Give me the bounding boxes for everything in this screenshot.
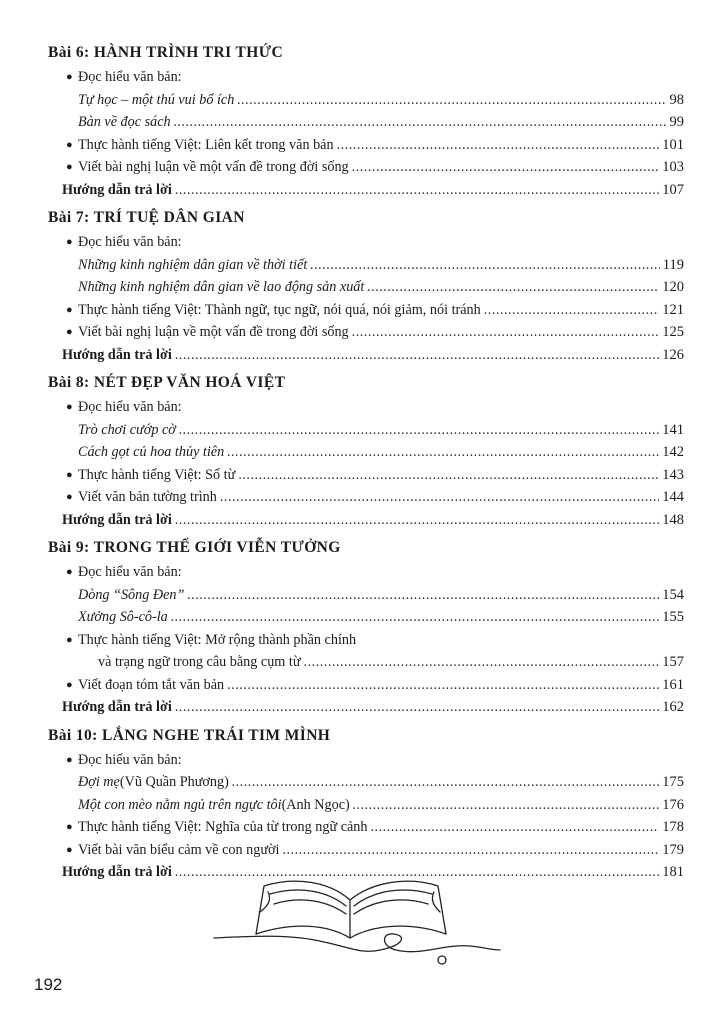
lesson-title: Bài 7: TRÍ TUỆ DÂN GIAN (48, 209, 245, 226)
toc-entry[interactable]: Dòng “Sông Đen” ..... 154 (44, 584, 684, 607)
lesson-title: Bài 9: TRONG THẾ GIỚI VIỄN TƯỞNG (48, 539, 341, 556)
guide-entry[interactable]: Hướng dẫn trả lời ..... 181 (44, 861, 684, 884)
toc-entry[interactable]: ● Viết bài nghị luận về một vấn đề trong đời sống ..... 125 (44, 321, 684, 344)
toc-entry[interactable]: ● Thực hành tiếng Việt: Số từ ..... 143 (44, 464, 684, 487)
toc-entry[interactable]: Trò chơi cướp cờ ..... 141 (44, 419, 684, 442)
toc-entry-line2[interactable]: và trạng ngữ trong câu bằng cụm từ ..... 157 (44, 651, 684, 674)
toc-entry-line1[interactable]: ● Thực hành tiếng Việt: Mở rộng thành phần chính (66, 631, 357, 648)
toc-entry[interactable]: ● Thực hành tiếng Việt: Nghĩa của từ trong ngữ cảnh ..... 178 (44, 816, 684, 839)
toc-entry[interactable]: Cách gọt củ hoa thủy tiên ..... 142 (44, 441, 684, 464)
open-book-icon (212, 872, 502, 972)
toc-entry[interactable]: Tự học – một thú vui bổ ích ..... 98 (44, 89, 684, 112)
lesson-8 (44, 370, 684, 531)
reading-label: ● Đọc hiểu văn bản: (66, 399, 182, 415)
reading-label: ● Đọc hiểu văn bản: (66, 69, 182, 85)
guide-entry[interactable]: Hướng dẫn trả lời ..... 107 (44, 179, 684, 202)
toc-entry[interactable]: ● Viết văn bản tường trình ..... 144 (44, 486, 684, 509)
toc-entry[interactable]: ● Thực hành tiếng Việt: Thành ngữ, tục ngữ, nói quá, nói giảm, nói tránh ..... 121 (44, 299, 684, 322)
toc-entry[interactable]: ● Viết bài nghị luận về một vấn đề trong đời sống ..... 103 (44, 156, 684, 179)
reading-label: ● Đọc hiểu văn bản: (66, 751, 182, 768)
lesson-6 (44, 40, 684, 201)
toc-entry[interactable]: Những kinh nghiệm dân gian về thời tiết ..... 119 (44, 254, 684, 277)
toc-entry[interactable]: Xưởng Sô-cô-la ..... 155 (44, 606, 684, 629)
reading-label: ● Đọc hiểu văn bản: (66, 564, 182, 580)
guide-entry[interactable]: Hướng dẫn trả lời ..... 126 (44, 344, 684, 367)
lesson-title: Bài 10: LẮNG NGHE TRÁI TIM MÌNH (48, 726, 331, 744)
toc-entry[interactable]: Đợi mẹ (Vũ Quần Phương) ..... 175 (44, 771, 684, 794)
toc-entry[interactable]: Những kinh nghiệm dân gian về lao động sản xuất ..... 120 (44, 276, 684, 299)
toc-entry[interactable]: Bàn về đọc sách ..... 99 (44, 111, 684, 134)
lesson-10 (44, 723, 684, 884)
lesson-9 (44, 535, 684, 719)
toc-entry[interactable]: Một con mèo nằm ngủ trên ngực tôi (Anh Ngọc) ..... 176 (44, 794, 684, 817)
reading-label: ● Đọc hiểu văn bản: (66, 234, 182, 250)
table-of-contents (44, 40, 684, 888)
lesson-7 (44, 205, 684, 366)
lesson-title: Bài 8: NÉT ĐẸP VĂN HOÁ VIỆT (48, 374, 286, 391)
guide-entry[interactable]: Hướng dẫn trả lời ..... 162 (44, 696, 684, 719)
lesson-title: Bài 6: HÀNH TRÌNH TRI THỨC (48, 44, 284, 61)
toc-entry[interactable]: ● Viết đoạn tóm tắt văn bản ..... 161 (44, 674, 684, 697)
toc-entry[interactable]: ● Viết bài văn biểu cảm về con người ..... 179 (44, 839, 684, 862)
page-number: 192 (34, 975, 63, 994)
guide-entry[interactable]: Hướng dẫn trả lời ..... 148 (44, 509, 684, 532)
toc-entry[interactable]: ● Thực hành tiếng Việt: Liên kết trong văn bản ..... 101 (44, 134, 684, 157)
